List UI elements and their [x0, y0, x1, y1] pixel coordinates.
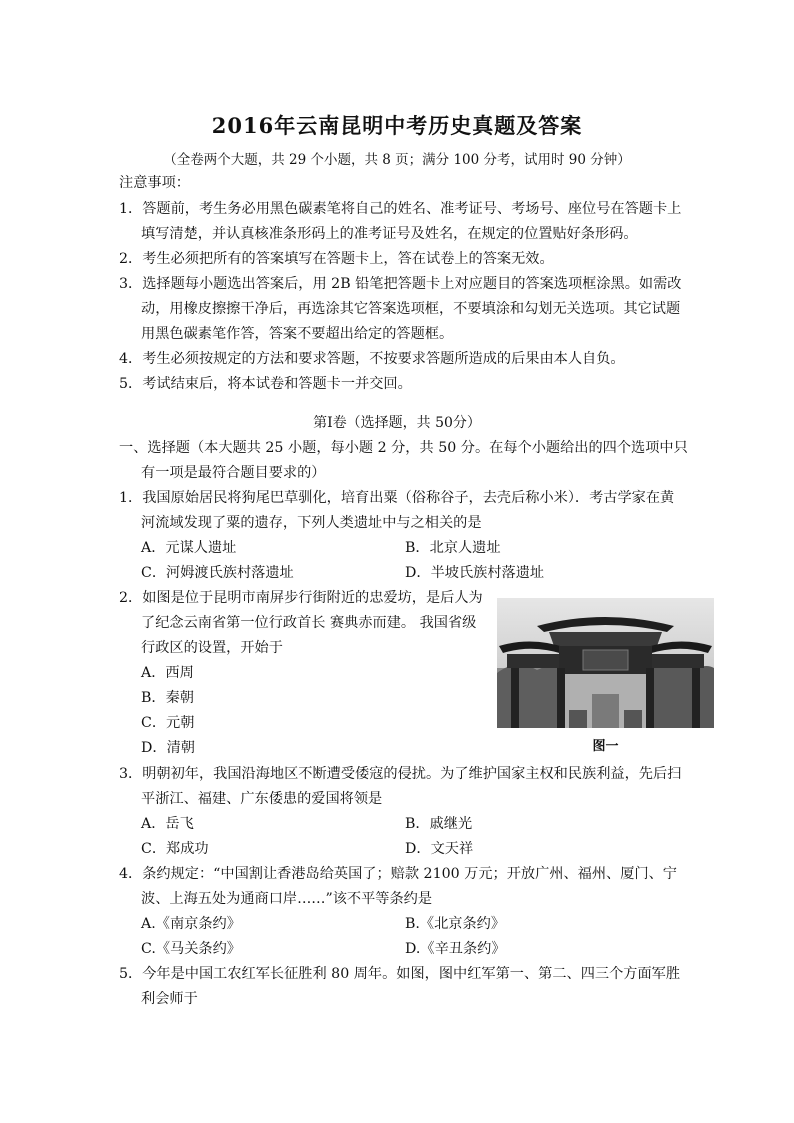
q2-stem-line-3: 行政区的设置，开始于: [141, 640, 283, 656]
q4-option-a: A.《南京条约》: [141, 916, 241, 932]
q4-stem-line-2: 波、上海五处为通商口岸……”该不平等条约是: [141, 891, 433, 907]
q4-option-d: D.《辛丑条约》: [405, 941, 506, 957]
note-1-line-2: 填写清楚，并认真核准条形码上的准考证号及姓名，在规定的位置贴好条形码。: [141, 226, 638, 242]
section-title: 第Ⅰ卷（选择题，共 50分）: [313, 415, 481, 431]
q3-stem-line-1: 3．明朝初年，我国沿海地区不断遭受倭寇的侵扰。为了维护国家主权和民族利益，先后扫: [119, 766, 682, 782]
exam-info: （全卷两个大题，共 29 个小题，共 8 页；满分 100 分考，试用时 90 分钟）: [163, 152, 631, 168]
note-4: 4．考生必须按规定的方法和要求答题，不按要求答题所造成的后果由本人自负。: [119, 351, 625, 367]
note-5: 5．考试结束后，将本试卷和答题卡一并交回。: [119, 376, 412, 392]
part-one-line-1: 一、选择题（本大题共 25 小题，每小题 2 分，共 50 分。在每个小题给出的四个选项中只: [119, 440, 688, 456]
q3-option-c: C．郑成功: [141, 841, 209, 857]
q2-stem-line-1: 2．如图是位于昆明市南屏步行街附近的忠爱坊，是后人为: [119, 590, 483, 606]
note-2: 2．考生必须把所有的答案填写在答题卡上，答在试卷上的答案无效。: [119, 251, 554, 267]
q1-option-a: A．元谋人遗址: [141, 540, 237, 556]
page-title: 2016年云南昆明中考历史真题及答案: [211, 113, 583, 138]
q1-option-d: D．半坡氏族村落遗址: [405, 565, 545, 581]
q3-option-a: A．岳飞: [141, 816, 194, 832]
q1-stem-line-1: 1．我国原始居民将狗尾巴草驯化，培育出粟（俗称谷子，去壳后称小米）．考古学家在黄: [119, 490, 675, 506]
q1-option-b: B．北京人遗址: [405, 540, 501, 556]
q2-option-c: C．元朝: [141, 715, 195, 731]
q2-stem-line-2: 了纪念云南省第一位行政首长 赛典赤而建。 我国省级: [141, 615, 477, 631]
q4-stem-line-1: 4．条约规定：“中国割让香港岛给英国了；赔款 2100 万元；开放广州、福州、厦门、宁: [119, 866, 677, 882]
q2-option-b: B．秦朝: [141, 690, 194, 706]
part-one-line-2: 有一项是最符合题目要求的）: [141, 465, 326, 481]
notes-header: 注意事项：: [119, 175, 190, 191]
q1-option-c: C．河姆渡氏族村落遗址: [141, 565, 294, 581]
note-3-line-1: 3．选择题每小题选出答案后，用 2B 铅笔把答题卡上对应题目的答案选项框涂黑。如需改: [119, 276, 682, 292]
q1-stem-line-2: 河流域发现了粟的遗存，下列人类遗址中与之相关的是: [141, 515, 482, 531]
q4-option-b: B.《北京条约》: [405, 916, 506, 932]
zhongai-archway-photo: [497, 598, 714, 728]
q3-option-d: D．文天祥: [405, 841, 474, 857]
note-3-line-3: 用黑色碳素笔作答，答案不要超出给定的答题框。: [141, 326, 454, 342]
q5-stem-line-2: 利会师于: [141, 991, 198, 1007]
q4-option-c: C.《马关条约》: [141, 941, 241, 957]
q5-stem-line-1: 5．今年是中国工农红军长征胜利 80 周年。如图，图中红军第一、第二、四三个方面军胜: [119, 966, 681, 982]
note-3-line-2: 动，用橡皮擦擦干净后，再选涂其它答案选项框，不要填涂和勾划无关选项。其它试题: [141, 301, 681, 317]
q2-option-a: A．西周: [141, 665, 194, 681]
note-1-line-1: 1．答题前，考生务必用黑色碳素笔将自己的姓名、准考证号、考场号、座位号在答题卡上: [119, 201, 682, 217]
figure-caption: 图一: [592, 739, 619, 754]
q2-option-d: D．清朝: [141, 740, 195, 756]
q3-stem-line-2: 平浙江、福建、广东倭患的爱国将领是: [141, 791, 383, 807]
q3-option-b: B．戚继光: [405, 816, 473, 832]
